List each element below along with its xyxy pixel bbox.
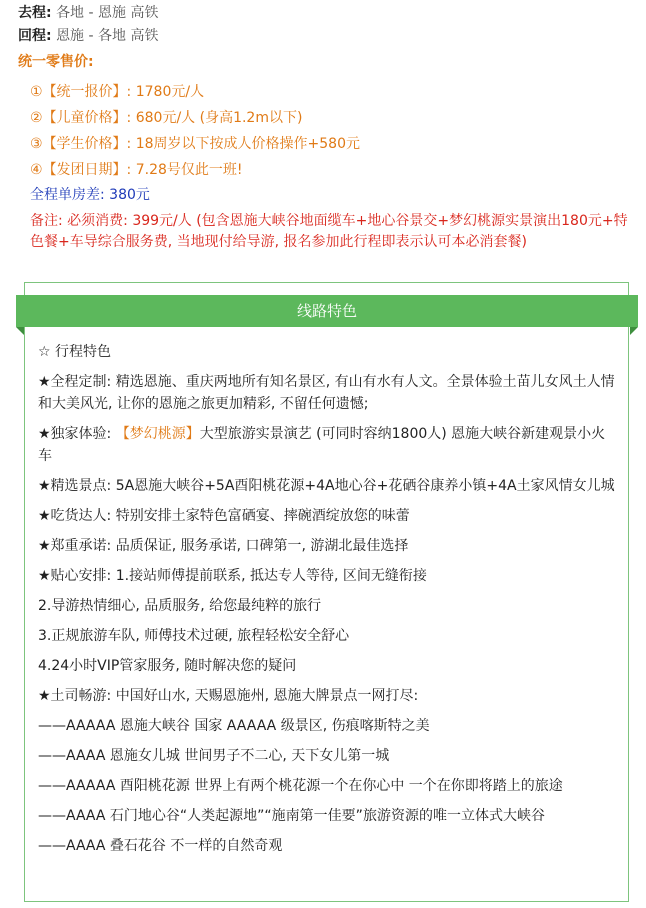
feature-food: ★吃货达人: 特别安排土家特色富硒宴、摔碗酒绽放您的味蕾 (38, 508, 410, 524)
route-features-title: 线路特色 (296, 302, 357, 320)
route-features-body (38, 341, 616, 865)
return-line (18, 25, 633, 48)
feature-tusi: ★土司畅游: 中国好山水, 天赐恩施州, 恩施大牌景点一网打尽: (38, 688, 419, 704)
spot-grand-canyon: ——AAAAA 恩施大峡谷 国家 AAAAA 级景区, 伤痕喀斯特之美 (38, 718, 430, 734)
outbound-value: 各地 - 恩施 高铁 (56, 5, 159, 21)
return-label: 回程: (18, 28, 52, 44)
mandatory-fee-note: 备注: 必须消费: 399元/人 (包含恩施大峡谷地面缆车+地心谷景交+梦幻桃源实景演出180元+特色餐+车导综合服务费, 当地现付给导游, 报名参加此行程即表示认可本必消套餐) (30, 213, 628, 250)
spot-nuer-city: ——AAAA 恩施女儿城 世间男子不二心, 天下女儿第一城 (38, 748, 390, 764)
tab-fold-left (16, 327, 24, 335)
spot-dixin-valley: ——AAAA 石门地心谷“人类起源地”“施南第一佳要”旅游资源的唯一立体式大峡谷 (38, 808, 545, 824)
price-standard: ①【统一报价】: 1780元/人 (30, 84, 205, 100)
price-child: ②【儿童价格】: 680元/人 (身高1.2m以下) (30, 110, 303, 126)
departure-date: ④【发团日期】: 7.28号仅此一班! (30, 162, 243, 178)
feature-bus: 3.正规旅游车队, 师傅技术过硬, 旅程轻松安全舒心 (38, 628, 350, 644)
feature-guide: 2.导游热情细心, 品质服务, 给您最纯粹的旅行 (38, 598, 322, 614)
feature-vip: 4.24小时VIP管家服务, 随时解决您的疑问 (38, 658, 297, 674)
feature-promise: ★郑重承诺: 品质保证, 服务承诺, 口碑第一, 游湖北最佳选择 (38, 538, 409, 554)
unique-prefix: ★独家体验: (38, 426, 116, 442)
return-value: 恩施 - 各地 高铁 (56, 28, 159, 44)
spot-peach-garden: ——AAAAA 酉阳桃花源 世界上有两个桃花源一个在你心中 一个在你即将踏上的旅途 (38, 778, 563, 794)
feature-arrangement: ★贴心安排: 1.接站师傅提前联系, 抵达专人等待, 区间无缝衔接 (38, 568, 427, 584)
outbound-line (18, 2, 633, 25)
feature-custom: ★全程定制: 精选恩施、重庆两地所有知名景区, 有山有水有人文。全景体验土苗儿女风土人情和大美风光, 让你的恩施之旅更加精彩, 不留任何遗憾; (38, 374, 615, 412)
price-student: ③【学生价格】: 18周岁以下按成人价格操作+580元 (30, 136, 360, 152)
price-title: 统一零售价: (18, 54, 94, 70)
room-value: 380元 (109, 187, 150, 203)
unique-highlight: 【梦幻桃源】 (115, 426, 200, 442)
tab-fold-right (630, 327, 638, 335)
itinerary-header (18, 2, 633, 253)
features-heading: ☆ 行程特色 (38, 344, 112, 360)
price-list (30, 79, 633, 183)
feature-unique (38, 423, 616, 467)
outbound-label: 去程: (18, 5, 52, 21)
room-label: 全程单房差: (30, 187, 105, 203)
spot-dieshi-valley: ——AAAA 叠石花谷 不一样的自然奇观 (38, 838, 283, 854)
route-features-tab (16, 295, 638, 327)
unique-suffix: 大型旅游实景演艺 (可同时容纳1800人) 恩施大峡谷新建观景小火车 (38, 426, 606, 464)
single-room-supplement (30, 183, 633, 207)
feature-attractions: ★精选景点: 5A恩施大峡谷+5A酉阳桃花源+4A地心谷+花硒谷康养小镇+4A土家风情女儿城 (38, 478, 615, 494)
